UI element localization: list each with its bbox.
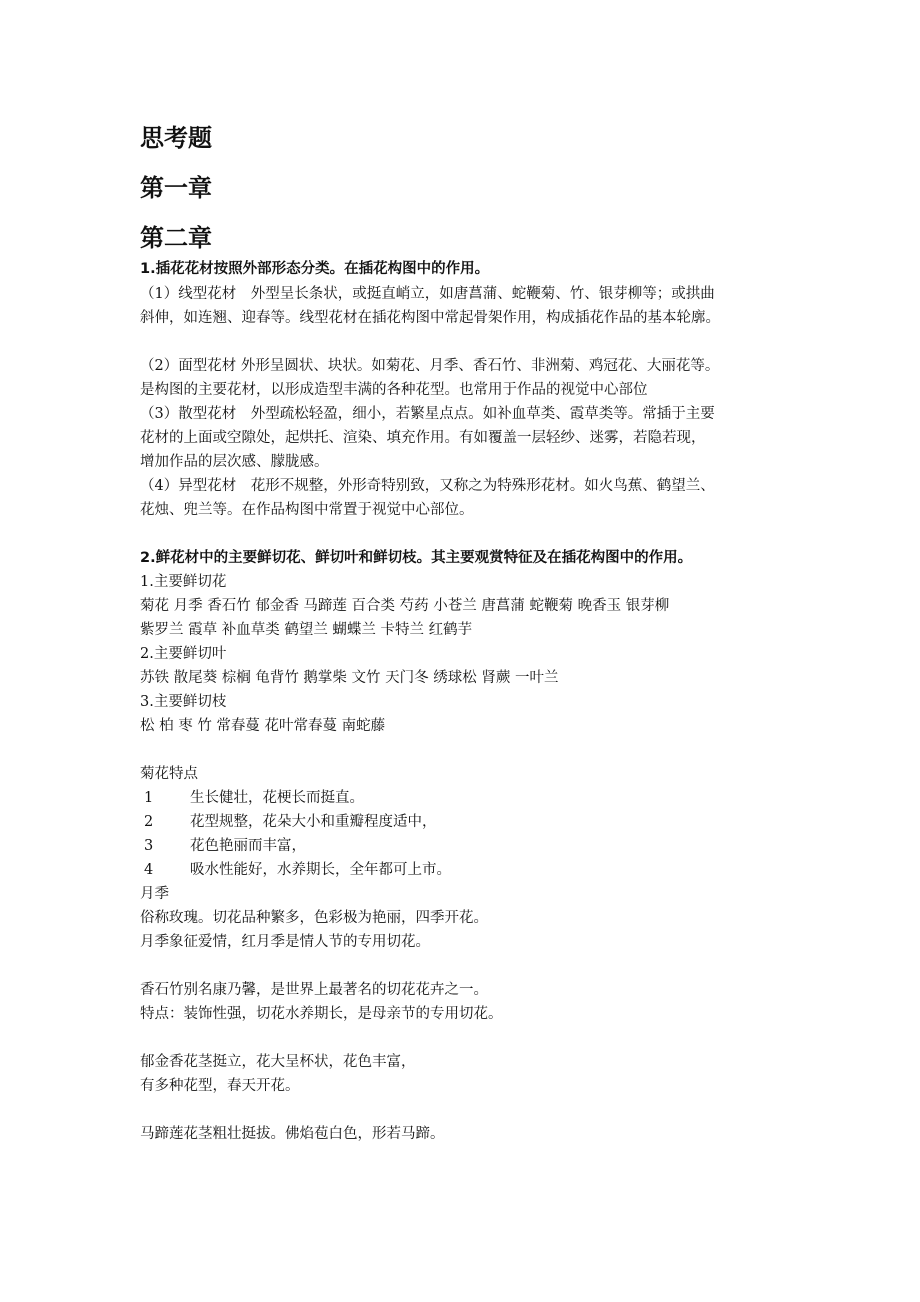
q2-line: 1.主要鲜切花 [140, 574, 227, 590]
q2-line: 苏铁 散尾葵 棕榈 龟背竹 鹅掌柴 文竹 天门冬 绣球松 肾蕨 一叶兰 [140, 670, 559, 686]
juhua-item: 1 生长健壮，花梗长而挺直。 [144, 790, 364, 806]
q2-title: 2.鲜花材中的主要鲜切花、鲜切叶和鲜切枝。其主要观赏特征及在插花构图中的作用。 [140, 550, 693, 566]
yujinxiang-line: 郁金香花茎挺立，花大呈杯状，花色丰富， [140, 1054, 416, 1070]
q1-line: （3）散型花材 外型疏松轻盈，细小，若繁星点点。如补血草类、霞草类等。常插于主要 [140, 406, 715, 422]
xiangshizhu-line: 香石竹别名康乃馨，是世界上最著名的切花花卉之一。 [140, 982, 488, 998]
q1-line: （4）异型花材 花形不规整，外形奇特别致，又称之为特殊形花材。如火鸟蕉、鹤望兰、 [140, 478, 715, 494]
heading-chapter-1: 第一章 [140, 174, 212, 202]
yueji-line: 月季象征爱情，红月季是情人节的专用切花。 [140, 934, 430, 950]
q2-line: 3.主要鲜切枝 [140, 694, 227, 710]
matilian-line: 马蹄莲花茎粗壮挺拔。佛焰苞白色，形若马蹄。 [140, 1126, 445, 1142]
q1-line: 斜伸，如连翘、迎春等。线型花材在插花构图中常起骨架作用，构成插花作品的基本轮廓。 [140, 310, 720, 326]
q1-title: 1.插花花材按照外部形态分类。在插花构图中的作用。 [140, 261, 490, 277]
juhua-item: 3 花色艳丽而丰富， [144, 838, 306, 854]
heading-sikaoti: 思考题 [140, 124, 212, 152]
q1-line: （1）线型花材 外型呈长条状，或挺直峭立，如唐菖蒲、蛇鞭菊、竹、银芽柳等；或拱曲 [140, 286, 715, 302]
xiangshizhu-line: 特点：装饰性强，切花水养期长，是母亲节的专用切花。 [140, 1006, 503, 1022]
q2-line: 2.主要鲜切叶 [140, 646, 227, 662]
q1-line: （2）面型花材 外形呈圆状、块状。如菊花、月季、香石竹、非洲菊、鸡冠花、大丽花等。 [140, 358, 720, 374]
q2-line: 紫罗兰 霞草 补血草类 鹤望兰 蝴蝶兰 卡特兰 红鹤芋 [140, 622, 473, 638]
q2-line: 菊花 月季 香石竹 郁金香 马蹄莲 百合类 芍药 小苍兰 唐菖蒲 蛇鞭菊 晚香玉 银芽柳 [140, 598, 670, 614]
yueji-line: 俗称玫瑰。切花品种繁多，色彩极为艳丽，四季开花。 [140, 910, 488, 926]
q1-line: 增加作品的层次感、朦胧感。 [140, 454, 329, 470]
juhua-item: 4 吸水性能好，水养期长，全年都可上市。 [144, 862, 451, 878]
heading-chapter-2: 第二章 [140, 224, 212, 252]
q1-line: 是构图的主要花材，以形成造型丰满的各种花型。也常用于作品的视觉中心部位 [140, 382, 648, 398]
q2-line: 松 柏 枣 竹 常春蔓 花叶常春蔓 南蛇藤 [140, 718, 386, 734]
yueji-title: 月季 [140, 886, 169, 902]
q1-line: 花烛、兜兰等。在作品构图中常置于视觉中心部位。 [140, 502, 474, 518]
q1-line: 花材的上面或空隙处，起烘托、渲染、填充作用。有如覆盖一层轻纱、迷雾，若隐若现， [140, 430, 706, 446]
yujinxiang-line: 有多种花型，春天开花。 [140, 1078, 300, 1094]
juhua-title: 菊花特点 [140, 766, 198, 782]
juhua-item: 2 花型规整，花朵大小和重瓣程度适中， [144, 814, 437, 830]
